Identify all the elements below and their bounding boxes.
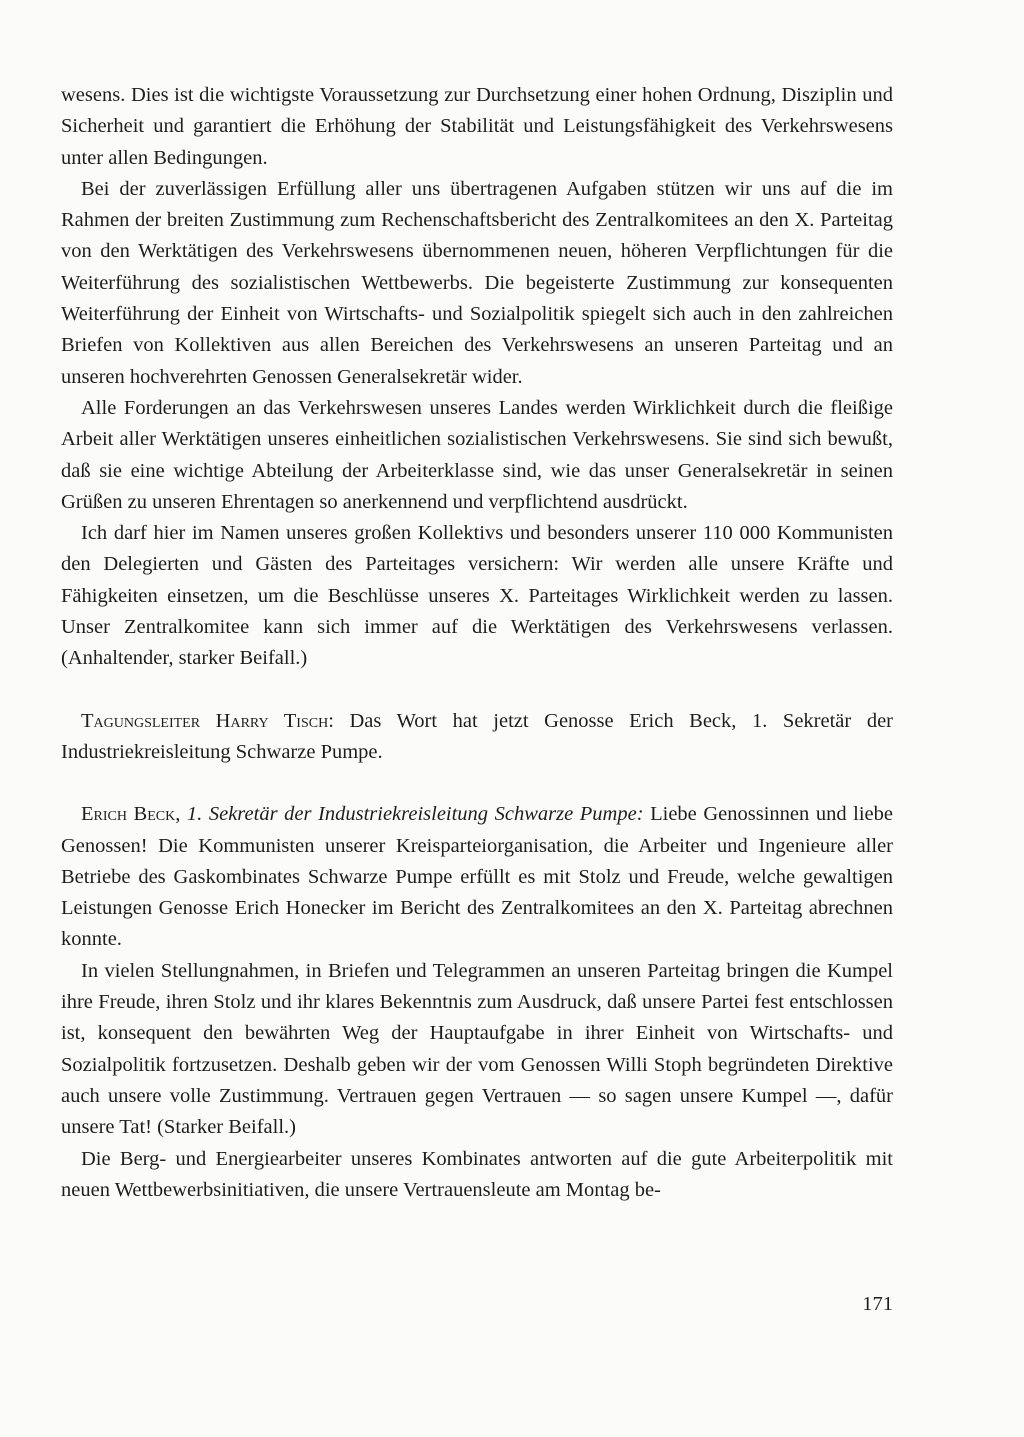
paragraph-2: Bei der zuverlässigen Erfüllung aller uns übertragenen Aufgaben stützen wir uns auf die im Rahmen der breiten Zustimmung zum Rechenschaftsbericht des Zentralkomitees an den X. Parteitag von den Werktätigen des Verkehrswesens übernommenen neuen, höheren Verpflichtungen für die Weiterführung des sozialistischen Wettbewerbs. Die begeisterte Zustimmung zur konsequenten Weiterführung der Einheit von Wirtschafts- und Sozialpolitik spiegelt sich auch in den zahlreichen Briefen von Kollektiven aus allen Bereichen des Verkehrswesens an unseren Parteitag und an unseren hochverehrten Genossen Generalsekretär wider.: [61, 177, 893, 388]
section-gap: [61, 675, 893, 706]
section-gap: [61, 768, 893, 799]
paragraph-4: Ich darf hier im Namen unseres großen Kollektivs und besonders unserer 110 000 Kommunisten den Delegierten und Gästen des Parteitages versichern: Wir werden alle unsere Kräfte und Fähigkeiten einsetzen, um die Beschlüsse unseres X. Parteitages Wirklichkeit werden zu lassen. Unser Zentralkomitee kann sich immer auf die Werktätigen des Verkehrswesens verlassen. (Anhaltender, starker Beifall.): [61, 522, 893, 670]
page-number: 171: [862, 1293, 893, 1315]
paragraph-1: wesens. Dies ist die wichtigste Voraussetzung zur Durchsetzung einer hohen Ordnung, Disziplin und Sicherheit und garantiert die Erhöhung der Stabilität und Leistungsfähigkeit des Verkehrswesens unter allen Bedingungen.: [61, 84, 893, 169]
paragraph-7: In vielen Stellungnahmen, in Briefen und Telegrammen an unseren Parteitag bringen die Kumpel ihre Freude, ihren Stolz und ihr klares Bekenntnis zum Ausdruck, daß unsere Partei fest entschlossen ist, konsequent den bewährten Weg der Hauptaufgabe in ihrer Einheit von Wirtschafts- und Sozialpolitik fortzusetzen. Deshalb geben wir der vom Genossen Willi Stoph begründeten Direktive auch unsere volle Zustimmung. Vertrauen gegen Vertrauen — so sagen unsere Kumpel —, dafür unsere Tat! (Starker Beifall.): [61, 959, 893, 1139]
chair-announcement: [61, 706, 893, 769]
speech-opening: [61, 799, 893, 955]
page-body: [61, 80, 893, 1206]
announcement-text: Das Wort hat jetzt Genosse Erich Beck, 1. Sekretär der Industriekreisleitung Schwarze Pumpe.: [61, 709, 893, 763]
paragraph-3: Alle Forderungen an das Verkehrswesen unseres Landes werden Wirklichkeit durch die fleißige Arbeit aller Werktätigen unseres einheitlichen sozialistischen Verkehrswesens. Sie sind sich bewußt, daß sie eine wichtige Abteilung der Arbeiterklasse sind, wie das unser Generalsekretär in seinen Grüßen zu unseren Ehrentagen so anerkennend und verpflichtend ausdrückt.: [61, 396, 893, 513]
speaker-name: Erich Beck,: [81, 803, 181, 826]
speaker-role: 1. Sekretär der Industriekreisleitung Schwarze Pumpe:: [180, 803, 644, 826]
speech-text: Liebe Genossinnen und liebe Genossen! Die Kommunisten unserer Kreisparteiorganisation, die Arbeiter und Ingenieure aller Betriebe des Gaskombinates Schwarze Pumpe erfüllt es mit Stolz und Freude, welche gewaltigen Leistungen Genosse Erich Honecker im Bericht des Zentralkomitees an den X. Parteitag abrechnen konnte.: [61, 803, 893, 951]
speaker-name: Tagungsleiter Harry Tisch:: [81, 709, 334, 732]
paragraph-8: Die Berg- und Energiearbeiter unseres Kombinates antworten auf die gute Arbeiterpolitik mit neuen Wettbewerbsinitiativen, die unsere Vertrauensleute am Montag be-: [61, 1147, 893, 1201]
